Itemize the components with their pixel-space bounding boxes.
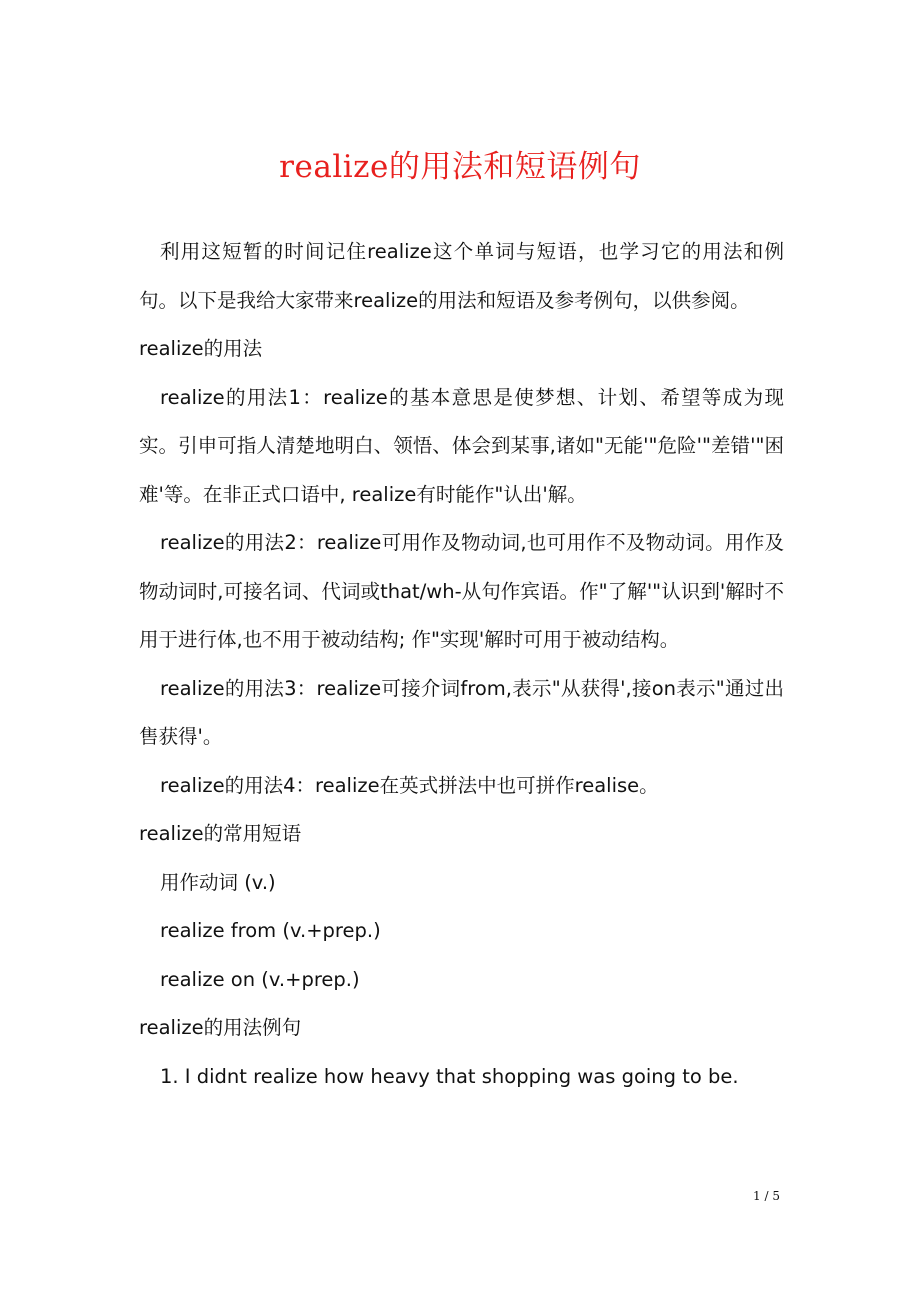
phrase-item: realize on (v.+prep.)	[160, 967, 360, 991]
usage-paragraph-4: realize的用法4：realize在英式拼法中也可拼作realise。	[160, 773, 659, 797]
example-sentence: 1. I didnt realize how heavy that shopping was going to be.	[160, 1064, 739, 1088]
document-body	[139, 228, 784, 1101]
intro-paragraph: 利用这短暂的时间记住realize这个单词与短语，也学习它的用法和例句。以下是我给大家带来realize的用法和短语及参考例句，以供参阅。	[139, 240, 784, 312]
section-heading-usage: realize的用法	[139, 337, 263, 360]
page-number: 1 / 5	[753, 1189, 780, 1203]
phrase-item: 用作动词 (v.)	[160, 870, 276, 894]
phrase-item: realize from (v.+prep.)	[160, 919, 381, 942]
section-heading-phrases: realize的常用短语	[139, 822, 302, 845]
section-heading-examples: realize的用法例句	[139, 1016, 302, 1039]
usage-paragraph-2: realize的用法2：realize可用作及物动词,也可用作不及物动词。用作及物动词时,可接名词、代词或that/wh-从句作宾语。作"了解'"认识到'解时不用于进行体,也不用于被动结构; 作"实现'解时可用于被动结构。	[139, 531, 784, 651]
usage-paragraph-3: realize的用法3：realize可接介词from,表示"从获得',接on表示"通过出售获得'。	[139, 676, 784, 748]
usage-paragraph-1: realize的用法1：realize的基本意思是使梦想、计划、希望等成为现实。引申可指人清楚地明白、领悟、体会到某事,诸如"无能'"危险'"差错'"困难'等。在非正式口语中, realize有时能作"认出'解。	[139, 385, 784, 506]
document-title: realize的用法和短语例句	[279, 149, 641, 185]
